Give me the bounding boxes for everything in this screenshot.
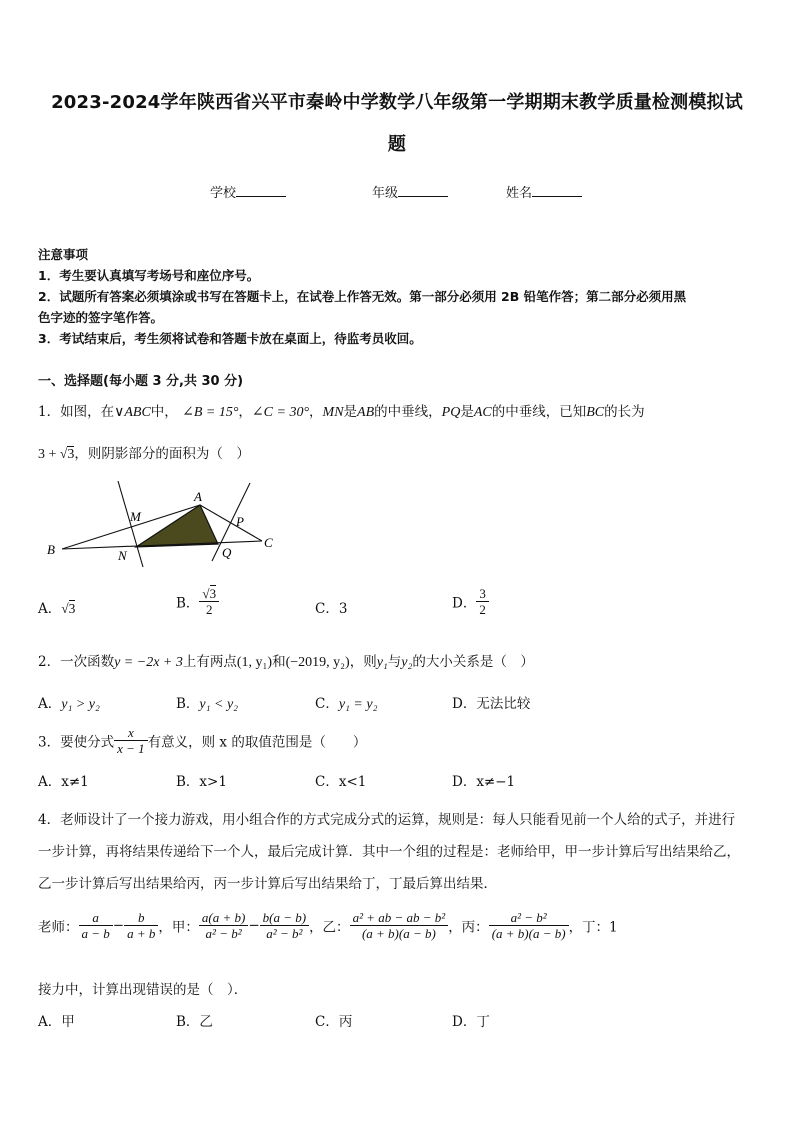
q1-text: 是 — [343, 404, 358, 420]
q2-option-d[interactable]: D．无法比较 — [452, 696, 531, 712]
fraction-denominator: a + b — [124, 925, 158, 941]
label-n: N — [118, 548, 127, 563]
q2-y2: y₂ — [401, 655, 413, 670]
bing-label: ，丙： — [448, 919, 489, 936]
school-field[interactable] — [210, 182, 286, 201]
grade-label: 年级 — [372, 186, 399, 201]
q4-option-b[interactable]: B．乙 — [176, 1014, 213, 1030]
notes-heading: 注意事项 — [38, 247, 89, 262]
fraction-denominator: (a + b)(a − b) — [489, 925, 569, 941]
q1-ac: AC — [473, 405, 492, 420]
q1-bc: BC — [586, 405, 605, 420]
school-label: 学校 — [210, 186, 237, 201]
q4-option-c[interactable]: C．丙 — [315, 1014, 353, 1030]
option-label: A． — [38, 696, 62, 712]
shaded-triangle — [136, 505, 218, 547]
q4-relay-expressions — [38, 910, 618, 941]
option-value: y₁ < y₂ — [199, 697, 239, 712]
q1-text: ， — [238, 404, 252, 420]
q2-text: 2．一次函数 — [38, 654, 115, 670]
q1-text: 的中垂线， — [374, 404, 442, 420]
label-b: B — [47, 542, 55, 557]
name-label: 姓名 — [506, 186, 533, 201]
q1-angle-c: ∠C = 30° — [251, 405, 310, 420]
q2-text: 与 — [387, 654, 402, 670]
name-blank[interactable] — [532, 184, 582, 197]
q1-pq: PQ — [441, 405, 461, 420]
notes-item-3: 3．考试结束后，考生须将试卷和答题卡放在桌面上，待监考员收回。 — [38, 331, 422, 346]
teacher-label: 老师： — [38, 919, 79, 936]
q1-figure — [40, 475, 290, 570]
q3-stem — [38, 725, 366, 756]
notes-item-2-cont: 色字迹的签字笔作答。 — [38, 310, 164, 325]
jia-label: ，甲： — [158, 919, 199, 936]
fraction-denominator: 2 — [199, 601, 219, 617]
q1-option-d[interactable] — [452, 586, 489, 617]
fraction-numerator: a² + ab − ab − b² — [352, 910, 446, 925]
fraction-denominator: a² − b² — [260, 925, 309, 941]
fraction-numerator: a(a + b) — [201, 910, 246, 925]
q1-text: 1．如图，在 — [38, 404, 115, 420]
option-label: B． — [176, 696, 200, 712]
label-m: M — [130, 509, 141, 524]
notes-item-1: 1．考生要认真填写考场号和座位序号。 — [38, 268, 260, 283]
q1-triangle: ∨ABC — [114, 405, 151, 420]
q2-function: y = −2x + 3 — [114, 655, 183, 670]
q2-text: 上有两点 — [182, 654, 237, 670]
q2-option-a[interactable] — [38, 692, 100, 713]
q1-stem — [38, 400, 645, 421]
fraction-denominator: a − b — [79, 925, 113, 941]
option-value: y₁ > y₂ — [61, 697, 100, 712]
q3-option-a[interactable]: A．x≠1 — [38, 774, 89, 790]
option-value: y₁ = y₂ — [338, 697, 378, 712]
ding-label: ，丁：1 — [568, 919, 618, 936]
q2-option-c[interactable] — [315, 692, 377, 713]
fraction-denominator: a² − b² — [199, 925, 248, 941]
minus-sign: − — [112, 917, 125, 934]
q1-text: ，则阴影部分的面积为（ ） — [74, 446, 250, 462]
q1-text: 的中垂线，已知 — [491, 404, 587, 420]
option-value: 3 — [68, 601, 76, 616]
yi-label: ，乙： — [309, 919, 350, 936]
q4-stem-line-2: 一步计算，再将结果传递给下一个人，最后完成计算．其中一个组的过程是：老师给甲，甲一步计算后写出结果给乙， — [38, 844, 740, 860]
fraction-numerator: b(a − b) — [262, 910, 307, 925]
q2-text: 的大小关系是（ ） — [412, 654, 534, 670]
name-field[interactable] — [506, 182, 582, 201]
option-label: A． — [38, 601, 62, 617]
q2-stem — [38, 650, 534, 671]
q1-ab: AB — [357, 405, 375, 420]
q3-option-c[interactable]: C．x<1 — [315, 774, 367, 790]
label-p: P — [236, 514, 244, 529]
q4-option-d[interactable]: D．丁 — [452, 1014, 490, 1030]
fraction-numerator: a² − b² — [510, 910, 547, 925]
fraction-denominator: 2 — [476, 601, 489, 617]
q1-text: 是 — [460, 404, 474, 420]
option-value: 3 — [338, 601, 348, 617]
grade-field[interactable] — [372, 182, 448, 201]
q3-option-d[interactable]: D．x≠−1 — [452, 774, 516, 790]
q1-mn: MN — [322, 405, 344, 420]
school-blank[interactable] — [236, 184, 286, 197]
label-q: Q — [222, 545, 232, 560]
q1-option-a[interactable]: A．√3 — [38, 601, 76, 617]
q3-option-b[interactable]: B．x>1 — [176, 774, 227, 790]
q1-text: 的长为 — [604, 404, 645, 420]
fraction-numerator: x — [127, 725, 134, 740]
fraction-numerator: a — [92, 910, 99, 925]
fraction-numerator: 3 — [479, 586, 486, 601]
q2-option-b[interactable] — [176, 692, 238, 713]
option-label: D． — [452, 595, 477, 612]
q4-stem-line-3: 乙一步计算后写出结果给丙，丙一步计算后写出结果给丁，丁最后算出结果． — [38, 876, 497, 892]
q4-option-a[interactable]: A．甲 — [38, 1014, 75, 1030]
q3-text: 有意义，则 x 的取值范围是（ ） — [147, 734, 367, 751]
fraction-numerator: b — [137, 910, 145, 925]
q1-option-b[interactable]: B． $\frac{√3}{2}$ — [176, 586, 219, 617]
q1-option-c[interactable] — [315, 597, 347, 617]
option-label: C． — [315, 696, 339, 712]
q1-angle-b: ∠B = 15° — [182, 405, 239, 420]
q4-question: 接力中，计算出现错误的是（ ）． — [38, 982, 248, 998]
grade-blank[interactable] — [398, 184, 448, 197]
q1-text: ， — [309, 404, 323, 420]
fraction-denominator: x − 1 — [114, 740, 148, 756]
q1-value-radicand: 3 — [67, 447, 75, 462]
q2-text: 和 — [272, 654, 286, 670]
notes-item-2: 2．试题所有答案必须填涂或书写在答题卡上，在试卷上作答无效。第一部分必须用 2B 铅笔作答；第二部分必须用黑 — [38, 289, 687, 304]
minus-sign: − — [248, 917, 260, 934]
q4-stem-line-1: 4．老师设计了一个接力游戏，用小组合作的方式完成分式的运算，规则是：每人只能看见前一个人给的式子，并进行 — [38, 812, 736, 828]
q1-text: 中， — [150, 404, 178, 420]
fraction-denominator: (a + b)(a − b) — [350, 925, 449, 941]
page-title-continued: 题 — [387, 134, 407, 155]
q1-value: 3 + — [38, 447, 60, 462]
section-heading: 一、选择题(每小题 3 分,共 30 分) — [38, 374, 244, 389]
q2-point-2: (−2019, y₂) — [285, 655, 350, 670]
page-title: 2023-2024学年陕西省兴平市秦岭中学数学八年级第一学期期末教学质量检测模拟试 — [51, 92, 743, 113]
q3-text: 3．要使分式 — [38, 734, 115, 751]
option-label: B． — [176, 595, 200, 612]
fraction-numerator: 3 — [209, 586, 217, 601]
q2-text: ，则 — [349, 654, 377, 670]
label-a: A — [194, 489, 202, 504]
q2-y1: y₁ — [376, 655, 388, 670]
label-c: C — [264, 535, 273, 550]
option-label: C． — [315, 601, 339, 617]
q1-stem-cont: 3 + √3，则阴影部分的面积为（ ） — [38, 446, 250, 462]
q2-point-1: (1, y₁) — [236, 655, 273, 670]
